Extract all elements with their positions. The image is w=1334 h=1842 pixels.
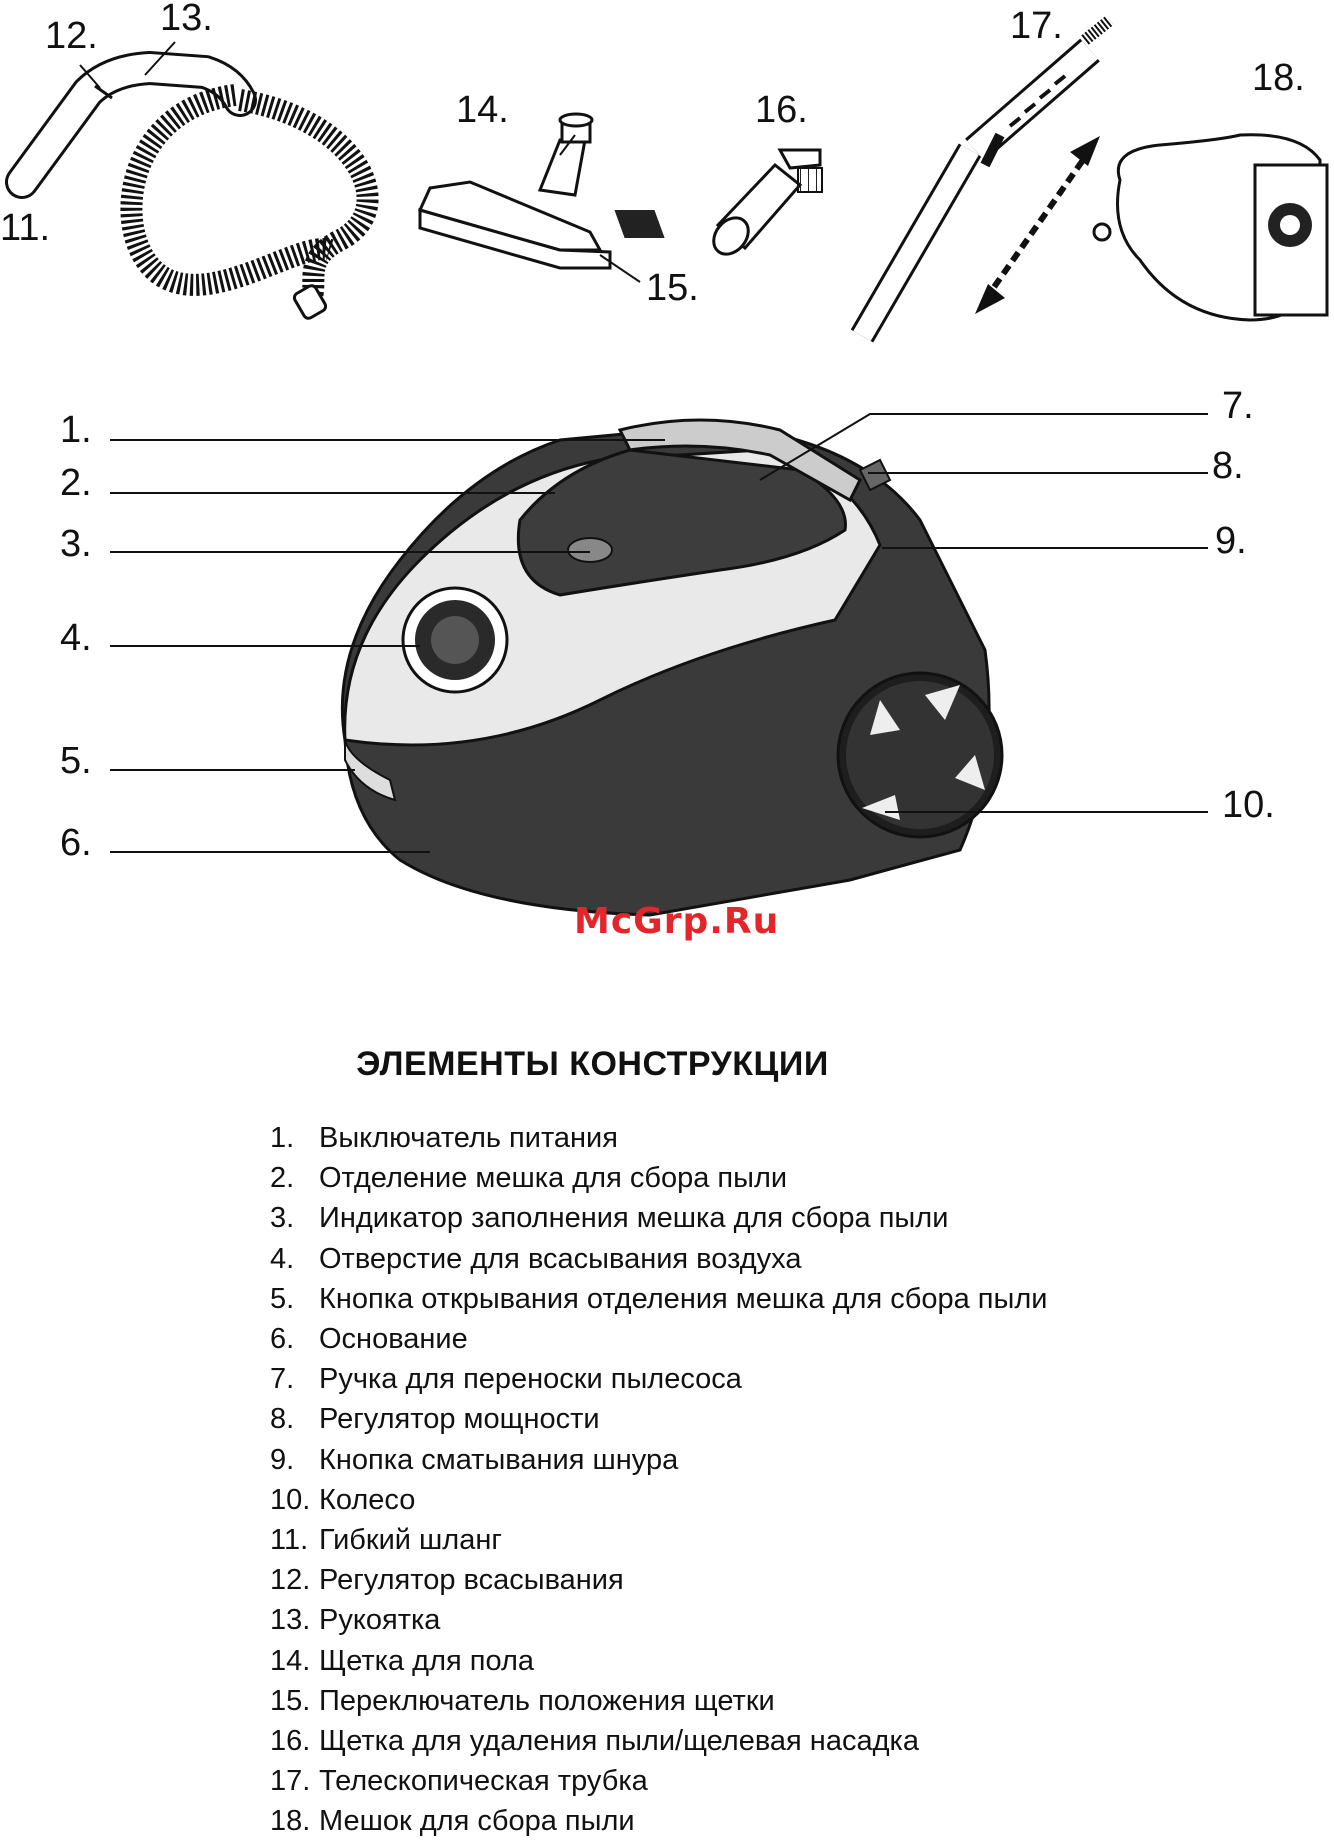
legend-item-text: Переключатель положения щетки xyxy=(319,1684,775,1717)
legend-item xyxy=(270,1560,1047,1600)
callout-2: 2. xyxy=(60,462,92,504)
legend-item-text: Телескопическая трубка xyxy=(319,1765,648,1798)
callout-12: 12. xyxy=(45,15,98,57)
legend-item xyxy=(270,1399,1047,1439)
crevice-nozzle-illustration xyxy=(707,150,822,261)
floor-brush-illustration xyxy=(420,114,665,268)
legend-item-number: 12. xyxy=(270,1564,311,1597)
legend-item-text: Ручка для переноски пылесоса xyxy=(319,1363,742,1396)
callout-13: 13. xyxy=(160,0,213,39)
legend-item-number: 7. xyxy=(270,1363,295,1396)
legend-item-text: Индикатор заполнения мешка для сбора пыли xyxy=(319,1202,949,1235)
legend-item-text: Кнопка сматывания шнура xyxy=(319,1443,679,1476)
telescopic-tube-illustration xyxy=(862,20,1110,336)
legend-item-number: 3. xyxy=(270,1202,295,1235)
callout-7: 7. xyxy=(1222,385,1254,427)
legend-item xyxy=(270,1721,1047,1761)
legend-title: ЭЛЕМЕНТЫ КОНСТРУКЦИИ xyxy=(356,1045,829,1083)
legend-item-number: 1. xyxy=(270,1122,295,1154)
legend-item xyxy=(270,1480,1047,1520)
legend-item-text: Колесо xyxy=(319,1483,416,1516)
legend-item-number: 16. xyxy=(270,1725,311,1758)
legend-item xyxy=(270,1198,1047,1238)
legend-item-text: Регулятор мощности xyxy=(319,1403,600,1436)
legend-item-number: 15. xyxy=(270,1684,311,1717)
legend-item xyxy=(270,1761,1047,1801)
callout-6: 6. xyxy=(60,822,92,864)
legend-item-text: Гибкий шланг xyxy=(319,1524,502,1557)
callout-8: 8. xyxy=(1212,445,1244,487)
vacuum-body-illustration xyxy=(342,420,1002,915)
legend-item xyxy=(270,1801,1047,1841)
callout-14: 14. xyxy=(456,89,509,131)
legend-item xyxy=(270,1118,1047,1158)
legend-list xyxy=(270,1118,1047,1842)
legend-item xyxy=(270,1158,1047,1198)
legend-item-text: Регулятор всасывания xyxy=(319,1564,624,1597)
legend-item xyxy=(270,1440,1047,1480)
legend-item-text: Основание xyxy=(319,1323,468,1356)
legend-item xyxy=(270,1681,1047,1721)
callout-1: 1. xyxy=(60,409,92,451)
legend-item xyxy=(270,1359,1047,1399)
legend-item-number: 2. xyxy=(270,1162,295,1195)
callout-9: 9. xyxy=(1215,520,1247,562)
legend-item-number: 14. xyxy=(270,1644,311,1677)
callout-11: 11. xyxy=(0,207,51,249)
hose-illustration xyxy=(22,68,368,320)
legend-item xyxy=(270,1641,1047,1681)
legend-item xyxy=(270,1279,1047,1319)
legend-item-number: 18. xyxy=(270,1805,311,1838)
legend-item-text: Рукоятка xyxy=(319,1604,441,1637)
legend-item-number: 11. xyxy=(270,1524,309,1557)
legend-item-number: 8. xyxy=(270,1403,295,1436)
legend-item-text: Кнопка открывания отделения мешка для сбора пыли xyxy=(319,1282,1048,1315)
legend-item-number: 10. xyxy=(270,1483,311,1516)
legend-item-text: Выключатель питания xyxy=(319,1122,618,1154)
callout-3: 3. xyxy=(60,523,92,565)
legend-item-number: 9. xyxy=(270,1443,295,1476)
callout-17: 17. xyxy=(1010,5,1063,47)
legend-item-text: Отверстие для всасывания воздуха xyxy=(319,1242,802,1275)
legend-item xyxy=(270,1239,1047,1279)
callout-10: 10. xyxy=(1222,784,1275,826)
legend-item-number: 13. xyxy=(270,1604,311,1637)
legend-item-text: Щетка для пола xyxy=(319,1644,534,1677)
callout-15: 15. xyxy=(646,267,699,309)
callout-5: 5. xyxy=(60,740,92,782)
callout-4: 4. xyxy=(60,617,92,659)
legend-item xyxy=(270,1319,1047,1359)
watermark: McGrp.Ru xyxy=(574,901,780,942)
legend-item-text: Щетка для удаления пыли/щелевая насадка xyxy=(319,1725,919,1758)
legend-item-number: 17. xyxy=(270,1765,311,1798)
dust-bag-illustration xyxy=(1094,135,1327,320)
legend-item xyxy=(270,1600,1047,1640)
legend-item xyxy=(270,1520,1047,1560)
legend-item-number: 4. xyxy=(270,1242,295,1275)
callout-16: 16. xyxy=(755,89,808,131)
legend-item-text: Мешок для сбора пыли xyxy=(319,1805,635,1838)
legend-item-text: Отделение мешка для сбора пыли xyxy=(319,1162,788,1195)
legend-item-number: 6. xyxy=(270,1323,295,1356)
callout-18: 18. xyxy=(1252,57,1305,99)
legend-item-number: 5. xyxy=(270,1282,295,1315)
